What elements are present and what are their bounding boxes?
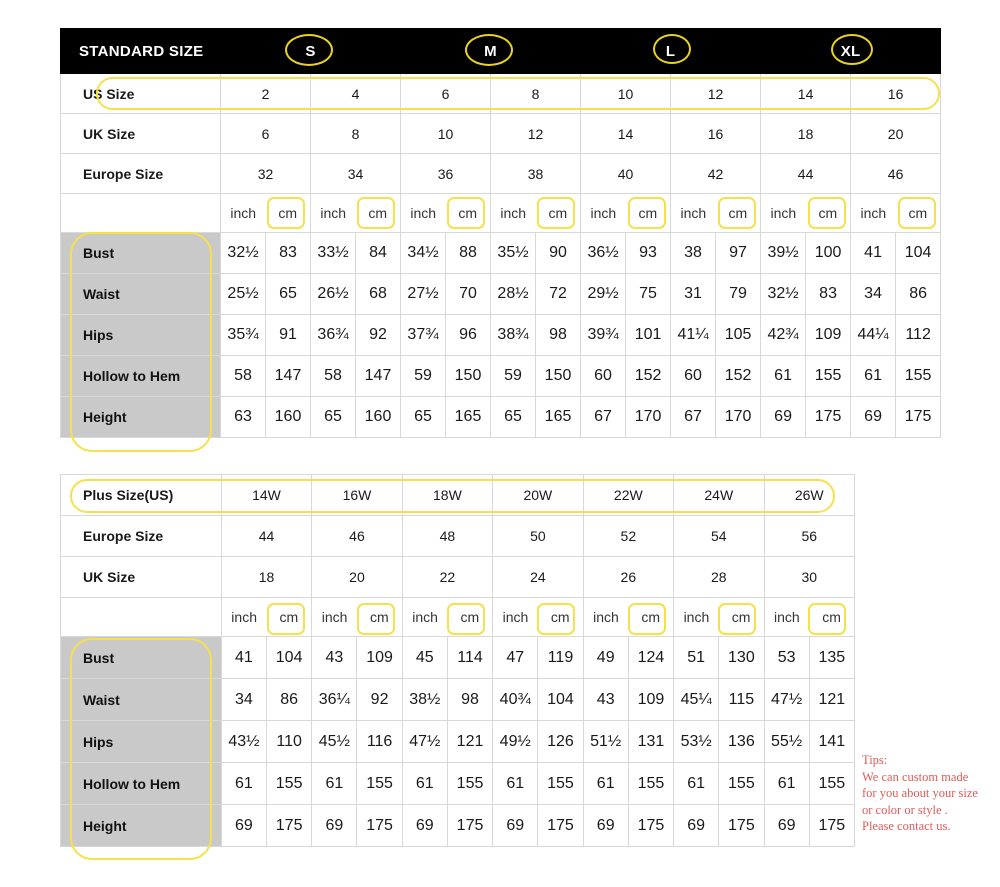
unit-inch: inch (491, 194, 536, 233)
row-label-europe-size-plus: Europe Size (61, 516, 222, 557)
cell: 65 (266, 274, 311, 315)
tips-note (862, 752, 1000, 835)
cell: 67 (671, 397, 716, 438)
cell: 10 (581, 74, 671, 114)
cell: 98 (447, 679, 492, 721)
cell: 26½ (311, 274, 356, 315)
cell: 68 (356, 274, 401, 315)
cell: 25½ (221, 274, 266, 315)
cell: 175 (719, 805, 764, 847)
cell: 155 (809, 763, 854, 805)
cell: 155 (896, 356, 941, 397)
row-label-us-size: US Size (61, 74, 221, 114)
row-label-waist: Waist (61, 274, 221, 315)
table-row (61, 805, 855, 847)
unit-inch: inch (493, 598, 538, 637)
unit-cm: cm (267, 598, 312, 637)
cell: 59 (491, 356, 536, 397)
cell: 100 (806, 233, 851, 274)
row-label-uk-size: UK Size (61, 114, 221, 154)
cell: 104 (896, 233, 941, 274)
cell: 35½ (491, 233, 536, 274)
cell: 29½ (581, 274, 626, 315)
cell: 30 (764, 557, 855, 598)
cell: 56 (764, 516, 855, 557)
cell: 51½ (583, 721, 628, 763)
size-label-s: S (221, 29, 401, 74)
cell: 61 (761, 356, 806, 397)
cell: 109 (357, 637, 402, 679)
cell: 104 (538, 679, 583, 721)
cell: 6 (401, 74, 491, 114)
cell: 97 (716, 233, 761, 274)
cell: 38 (671, 233, 716, 274)
cell: 124 (628, 637, 673, 679)
cell: 155 (628, 763, 673, 805)
unit-inch: inch (671, 194, 716, 233)
cell: 104 (267, 637, 312, 679)
cell: 84 (356, 233, 401, 274)
cell: 34 (851, 274, 896, 315)
cell: 8 (491, 74, 581, 114)
cell: 150 (536, 356, 581, 397)
table-row (61, 397, 941, 438)
cell: 44 (761, 154, 851, 194)
cell: 83 (266, 233, 311, 274)
cell: 175 (267, 805, 312, 847)
cell: 36¾ (311, 315, 356, 356)
cell: 20 (312, 557, 402, 598)
table-row (61, 233, 941, 274)
cell: 14 (761, 74, 851, 114)
cell: 69 (402, 805, 447, 847)
cell: 155 (719, 763, 764, 805)
cell: 38½ (402, 679, 447, 721)
unit-row-label (61, 194, 221, 233)
cell: 147 (356, 356, 401, 397)
cell: 20W (493, 475, 583, 516)
cell: 45½ (312, 721, 357, 763)
cell: 44 (221, 516, 311, 557)
cell: 41 (221, 637, 266, 679)
unit-cm: cm (447, 598, 492, 637)
cell: 32½ (761, 274, 806, 315)
cell: 38 (491, 154, 581, 194)
cell: 52 (583, 516, 673, 557)
cell: 22W (583, 475, 673, 516)
cell: 38¾ (491, 315, 536, 356)
cell: 121 (809, 679, 854, 721)
cell: 98 (536, 315, 581, 356)
unit-inch: inch (674, 598, 719, 637)
cell: 61 (583, 763, 628, 805)
table-row (61, 74, 941, 114)
cell: 46 (312, 516, 402, 557)
cell: 40 (581, 154, 671, 194)
cell: 63 (221, 397, 266, 438)
table-row (61, 114, 941, 154)
cell: 32½ (221, 233, 266, 274)
cell: 61 (402, 763, 447, 805)
cell: 20 (851, 114, 941, 154)
cell: 110 (267, 721, 312, 763)
row-label-plus-size-us: Plus Size(US) (61, 475, 222, 516)
cell: 126 (538, 721, 583, 763)
cell: 35¾ (221, 315, 266, 356)
cell: 12 (671, 74, 761, 114)
cell: 37¾ (401, 315, 446, 356)
unit-inch: inch (761, 194, 806, 233)
unit-cm: cm (536, 194, 581, 233)
cell: 86 (267, 679, 312, 721)
cell: 65 (491, 397, 536, 438)
size-label-l: L (581, 29, 761, 74)
cell: 155 (538, 763, 583, 805)
cell: 175 (628, 805, 673, 847)
unit-inch: inch (311, 194, 356, 233)
cell: 136 (719, 721, 764, 763)
cell: 53½ (674, 721, 719, 763)
unit-inch: inch (583, 598, 628, 637)
cell: 27½ (401, 274, 446, 315)
cell: 44¼ (851, 315, 896, 356)
cell: 24W (674, 475, 764, 516)
cell: 109 (806, 315, 851, 356)
cell: 43 (312, 637, 357, 679)
unit-inch: inch (312, 598, 357, 637)
cell: 18 (761, 114, 851, 154)
cell: 16W (312, 475, 402, 516)
cell: 112 (896, 315, 941, 356)
table-row (61, 557, 855, 598)
cell: 88 (446, 233, 491, 274)
cell: 48 (402, 516, 492, 557)
table-row (61, 154, 941, 194)
cell: 41 (851, 233, 896, 274)
cell: 114 (447, 637, 492, 679)
cell: 50 (493, 516, 583, 557)
cell: 47 (493, 637, 538, 679)
cell: 28½ (491, 274, 536, 315)
row-label-hollow-to-hem-plus: Hollow to Hem (61, 763, 222, 805)
cell: 69 (221, 805, 266, 847)
unit-cm: cm (716, 194, 761, 233)
cell: 8 (311, 114, 401, 154)
cell: 53 (764, 637, 809, 679)
standard-size-table (60, 28, 941, 438)
standard-header-row (61, 29, 941, 74)
unit-cm: cm (266, 194, 311, 233)
cell: 47½ (402, 721, 447, 763)
cell: 130 (719, 637, 764, 679)
cell: 83 (806, 274, 851, 315)
cell: 18 (221, 557, 311, 598)
cell: 12 (491, 114, 581, 154)
table-row (61, 516, 855, 557)
row-label-europe-size: Europe Size (61, 154, 221, 194)
cell: 152 (626, 356, 671, 397)
unit-inch: inch (221, 194, 266, 233)
unit-inch: inch (401, 194, 446, 233)
tips-line-1: Tips: (862, 753, 888, 767)
unit-inch: inch (402, 598, 447, 637)
unit-cm: cm (538, 598, 583, 637)
cell: 91 (266, 315, 311, 356)
row-label-hips: Hips (61, 315, 221, 356)
cell: 109 (628, 679, 673, 721)
cell: 14W (221, 475, 311, 516)
cell: 55½ (764, 721, 809, 763)
row-label-bust-plus: Bust (61, 637, 222, 679)
cell: 165 (446, 397, 491, 438)
row-label-hollow-to-hem: Hollow to Hem (61, 356, 221, 397)
cell: 92 (357, 679, 402, 721)
cell: 96 (446, 315, 491, 356)
cell: 24 (493, 557, 583, 598)
cell: 79 (716, 274, 761, 315)
row-label-bust: Bust (61, 233, 221, 274)
cell: 61 (493, 763, 538, 805)
tips-line-5: Please contact us. (862, 819, 951, 833)
cell: 147 (266, 356, 311, 397)
size-label-xl: XL (761, 29, 941, 74)
cell: 36¼ (312, 679, 357, 721)
cell: 14 (581, 114, 671, 154)
cell: 61 (764, 763, 809, 805)
cell: 47½ (764, 679, 809, 721)
unit-cm: cm (628, 598, 673, 637)
cell: 131 (628, 721, 673, 763)
cell: 92 (356, 315, 401, 356)
cell: 61 (312, 763, 357, 805)
cell: 16 (671, 114, 761, 154)
cell: 4 (311, 74, 401, 114)
cell: 36½ (581, 233, 626, 274)
cell: 170 (626, 397, 671, 438)
standard-title: STANDARD SIZE (61, 29, 221, 74)
cell: 119 (538, 637, 583, 679)
size-label-m: M (401, 29, 581, 74)
cell: 26W (764, 475, 855, 516)
cell: 67 (581, 397, 626, 438)
cell: 135 (809, 637, 854, 679)
cell: 160 (266, 397, 311, 438)
cell: 58 (311, 356, 356, 397)
row-label-height-plus: Height (61, 805, 222, 847)
cell: 152 (716, 356, 761, 397)
cell: 42 (671, 154, 761, 194)
cell: 72 (536, 274, 581, 315)
cell: 2 (221, 74, 311, 114)
cell: 40¾ (493, 679, 538, 721)
cell: 70 (446, 274, 491, 315)
cell: 116 (357, 721, 402, 763)
cell: 10 (401, 114, 491, 154)
unit-cm: cm (446, 194, 491, 233)
unit-cm: cm (896, 194, 941, 233)
cell: 43½ (221, 721, 266, 763)
cell: 51 (674, 637, 719, 679)
cell: 41¼ (671, 315, 716, 356)
cell: 69 (583, 805, 628, 847)
cell: 141 (809, 721, 854, 763)
cell: 69 (674, 805, 719, 847)
cell: 36 (401, 154, 491, 194)
cell: 54 (674, 516, 764, 557)
cell: 69 (764, 805, 809, 847)
cell: 32 (221, 154, 311, 194)
unit-inch: inch (221, 598, 266, 637)
unit-cm: cm (357, 598, 402, 637)
tips-line-4: or color or style . (862, 802, 948, 817)
standard-unit-row (61, 194, 941, 233)
unit-cm: cm (626, 194, 671, 233)
cell: 65 (401, 397, 446, 438)
plus-size-table (60, 474, 855, 847)
unit-inch: inch (581, 194, 626, 233)
tips-line-2: We can custom made (862, 769, 969, 784)
cell: 175 (538, 805, 583, 847)
cell: 175 (809, 805, 854, 847)
cell: 60 (671, 356, 716, 397)
cell: 33½ (311, 233, 356, 274)
cell: 34 (311, 154, 401, 194)
cell: 90 (536, 233, 581, 274)
cell: 121 (447, 721, 492, 763)
unit-inch: inch (764, 598, 809, 637)
cell: 69 (851, 397, 896, 438)
table-row (61, 637, 855, 679)
cell: 16 (851, 74, 941, 114)
cell: 46 (851, 154, 941, 194)
cell: 175 (357, 805, 402, 847)
table-row (61, 721, 855, 763)
cell: 58 (221, 356, 266, 397)
cell: 22 (402, 557, 492, 598)
cell: 61 (674, 763, 719, 805)
cell: 59 (401, 356, 446, 397)
cell: 115 (719, 679, 764, 721)
unit-cm: cm (719, 598, 764, 637)
row-label-height: Height (61, 397, 221, 438)
cell: 49 (583, 637, 628, 679)
cell: 155 (806, 356, 851, 397)
cell: 34½ (401, 233, 446, 274)
cell: 105 (716, 315, 761, 356)
cell: 155 (267, 763, 312, 805)
cell: 175 (806, 397, 851, 438)
table-row (61, 763, 855, 805)
unit-inch: inch (851, 194, 896, 233)
cell: 155 (357, 763, 402, 805)
cell: 160 (356, 397, 401, 438)
cell: 31 (671, 274, 716, 315)
tips-line-3: for you about your size (862, 786, 978, 800)
cell: 6 (221, 114, 311, 154)
cell: 93 (626, 233, 671, 274)
cell: 18W (402, 475, 492, 516)
cell: 34 (221, 679, 266, 721)
cell: 61 (221, 763, 266, 805)
cell: 175 (447, 805, 492, 847)
cell: 60 (581, 356, 626, 397)
cell: 65 (311, 397, 356, 438)
table-row (61, 315, 941, 356)
cell: 43 (583, 679, 628, 721)
cell: 150 (446, 356, 491, 397)
cell: 175 (896, 397, 941, 438)
row-label-uk-size-plus: UK Size (61, 557, 222, 598)
table-row (61, 274, 941, 315)
cell: 69 (493, 805, 538, 847)
cell: 165 (536, 397, 581, 438)
cell: 101 (626, 315, 671, 356)
unit-row-label (61, 598, 222, 637)
table-row (61, 356, 941, 397)
unit-cm: cm (806, 194, 851, 233)
cell: 61 (851, 356, 896, 397)
cell: 170 (716, 397, 761, 438)
row-label-waist-plus: Waist (61, 679, 222, 721)
unit-cm: cm (809, 598, 854, 637)
cell: 45¼ (674, 679, 719, 721)
row-label-hips-plus: Hips (61, 721, 222, 763)
plus-unit-row (61, 598, 855, 637)
cell: 69 (761, 397, 806, 438)
cell: 75 (626, 274, 671, 315)
unit-cm: cm (356, 194, 401, 233)
cell: 86 (896, 274, 941, 315)
cell: 69 (312, 805, 357, 847)
cell: 26 (583, 557, 673, 598)
cell: 39¾ (581, 315, 626, 356)
cell: 49½ (493, 721, 538, 763)
cell: 39½ (761, 233, 806, 274)
cell: 155 (447, 763, 492, 805)
cell: 42¾ (761, 315, 806, 356)
table-row (61, 475, 855, 516)
cell: 28 (674, 557, 764, 598)
table-row (61, 679, 855, 721)
cell: 45 (402, 637, 447, 679)
